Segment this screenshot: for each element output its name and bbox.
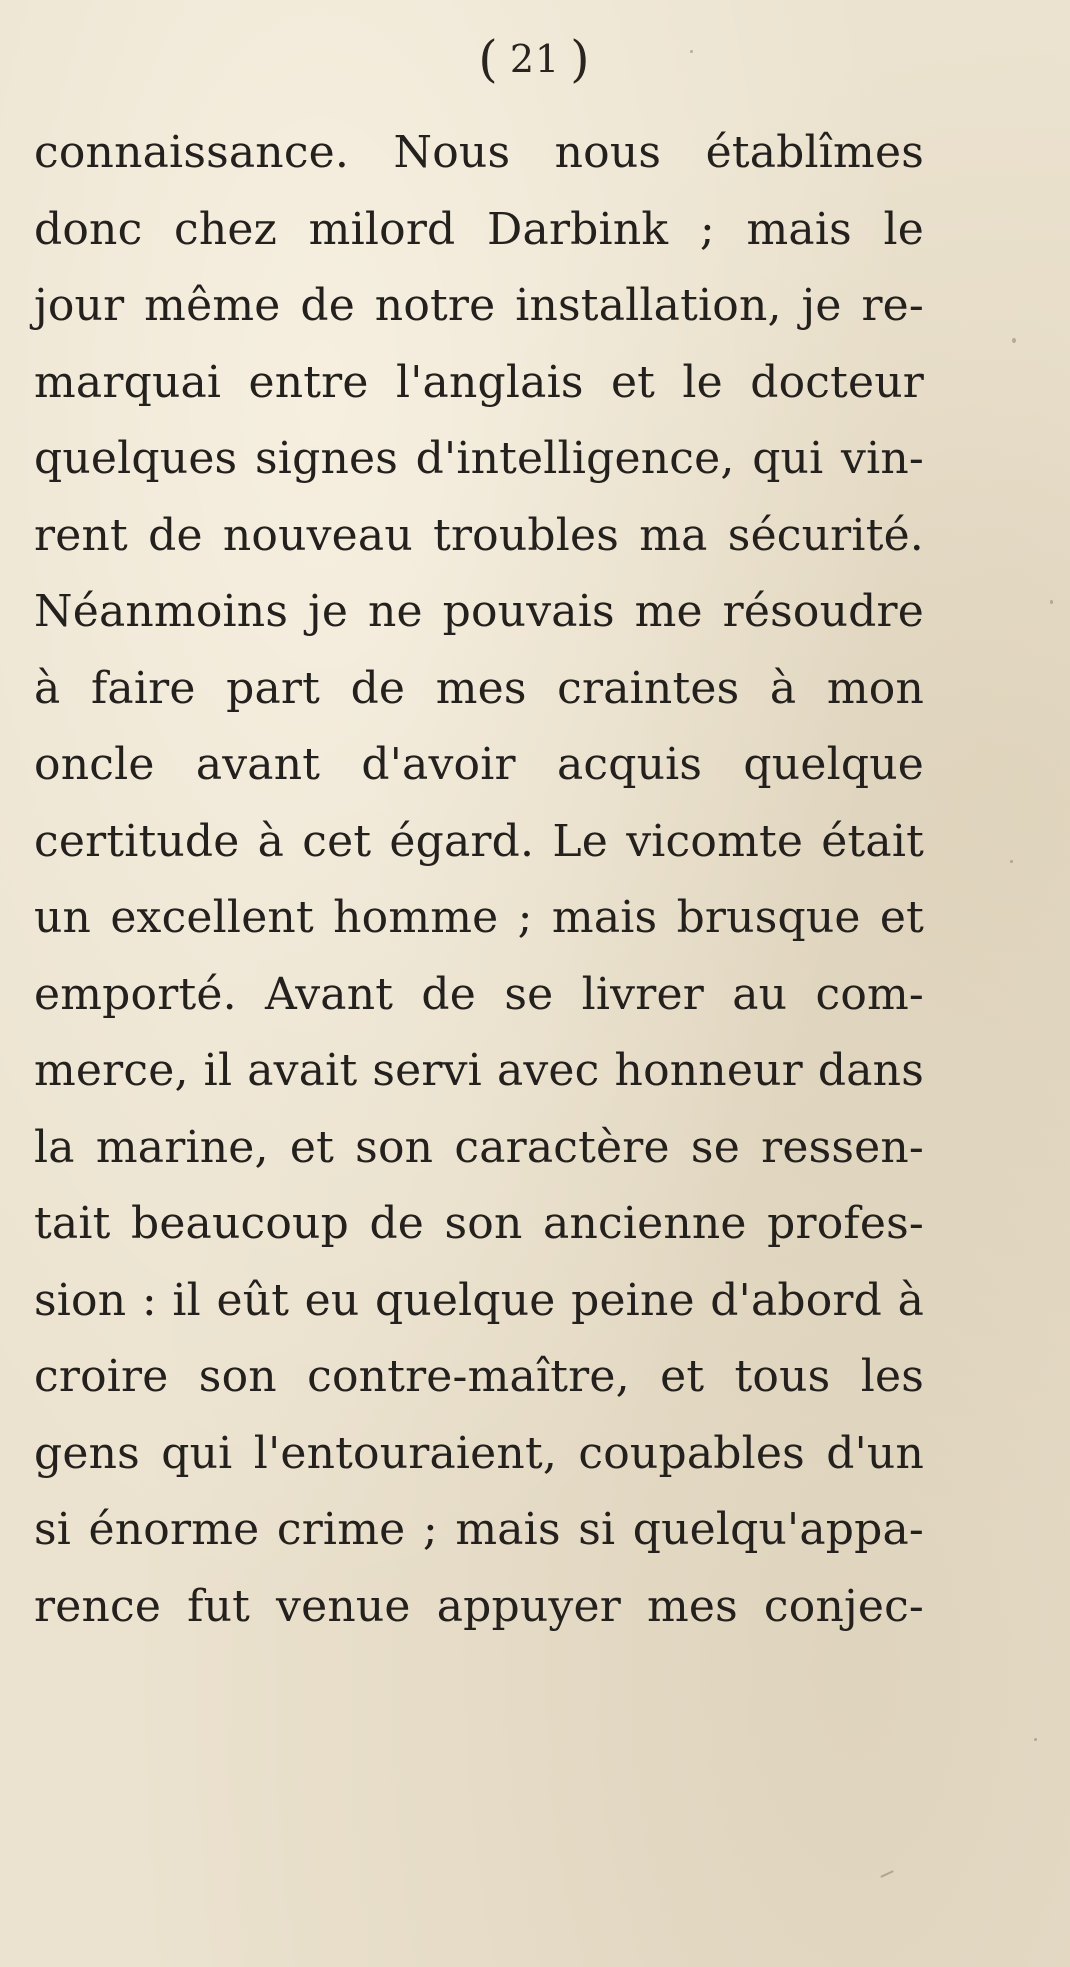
text-line: un excellent homme ; mais brusque et: [34, 892, 924, 943]
paper-speck: [1050, 600, 1053, 604]
open-paren: (: [478, 30, 500, 88]
text-line: sion : il eût eu quelque peine d'abord à: [34, 1274, 924, 1326]
paper-speck: [1012, 338, 1016, 343]
text-line: certitude à cet égard. Le vicomte était: [34, 815, 924, 867]
text-line: jour même de notre installation, je re-: [34, 280, 924, 331]
paper-speck: [880, 1870, 894, 1878]
text-line: quelques signes d'intelligence, qui vin-: [34, 433, 924, 484]
text-line: oncle avant d'avoir acquis quelque: [34, 739, 924, 790]
text-line: merce, il avait servi avec honneur dans: [34, 1045, 924, 1096]
text-line: emporté. Avant de se livrer au com-: [34, 968, 924, 1020]
text-line: rent de nouveau troubles ma sécurité.: [34, 509, 924, 561]
text-line: si énorme crime ; mais si quelqu'appa-: [34, 1504, 924, 1555]
body-text: [34, 115, 924, 1645]
close-paren: ): [570, 30, 592, 88]
text-line: gens qui l'entouraient, coupables d'un: [34, 1427, 924, 1479]
paper-speck: [690, 50, 693, 53]
text-line: rence fut venue appuyer mes conjec-: [34, 1580, 924, 1632]
text-line: Néanmoins je ne pouvais me résoudre: [34, 586, 924, 637]
page-number: [0, 30, 1070, 88]
text-line: croire son contre-maître, et tous les: [34, 1351, 924, 1402]
text-line: tait beaucoup de son ancienne profes-: [34, 1198, 924, 1249]
text-line: connaissance. Nous nous établîmes: [34, 127, 924, 178]
text-line: à faire part de mes craintes à mon: [34, 662, 924, 714]
page-number-value: 21: [509, 37, 561, 81]
paper-speck: [1034, 1738, 1037, 1741]
text-line: marquai entre l'anglais et le docteur: [34, 356, 924, 408]
text-line: donc chez milord Darbink ; mais le: [34, 203, 924, 255]
text-line: la marine, et son caractère se ressen-: [34, 1121, 924, 1173]
paper-speck: [1010, 860, 1013, 863]
